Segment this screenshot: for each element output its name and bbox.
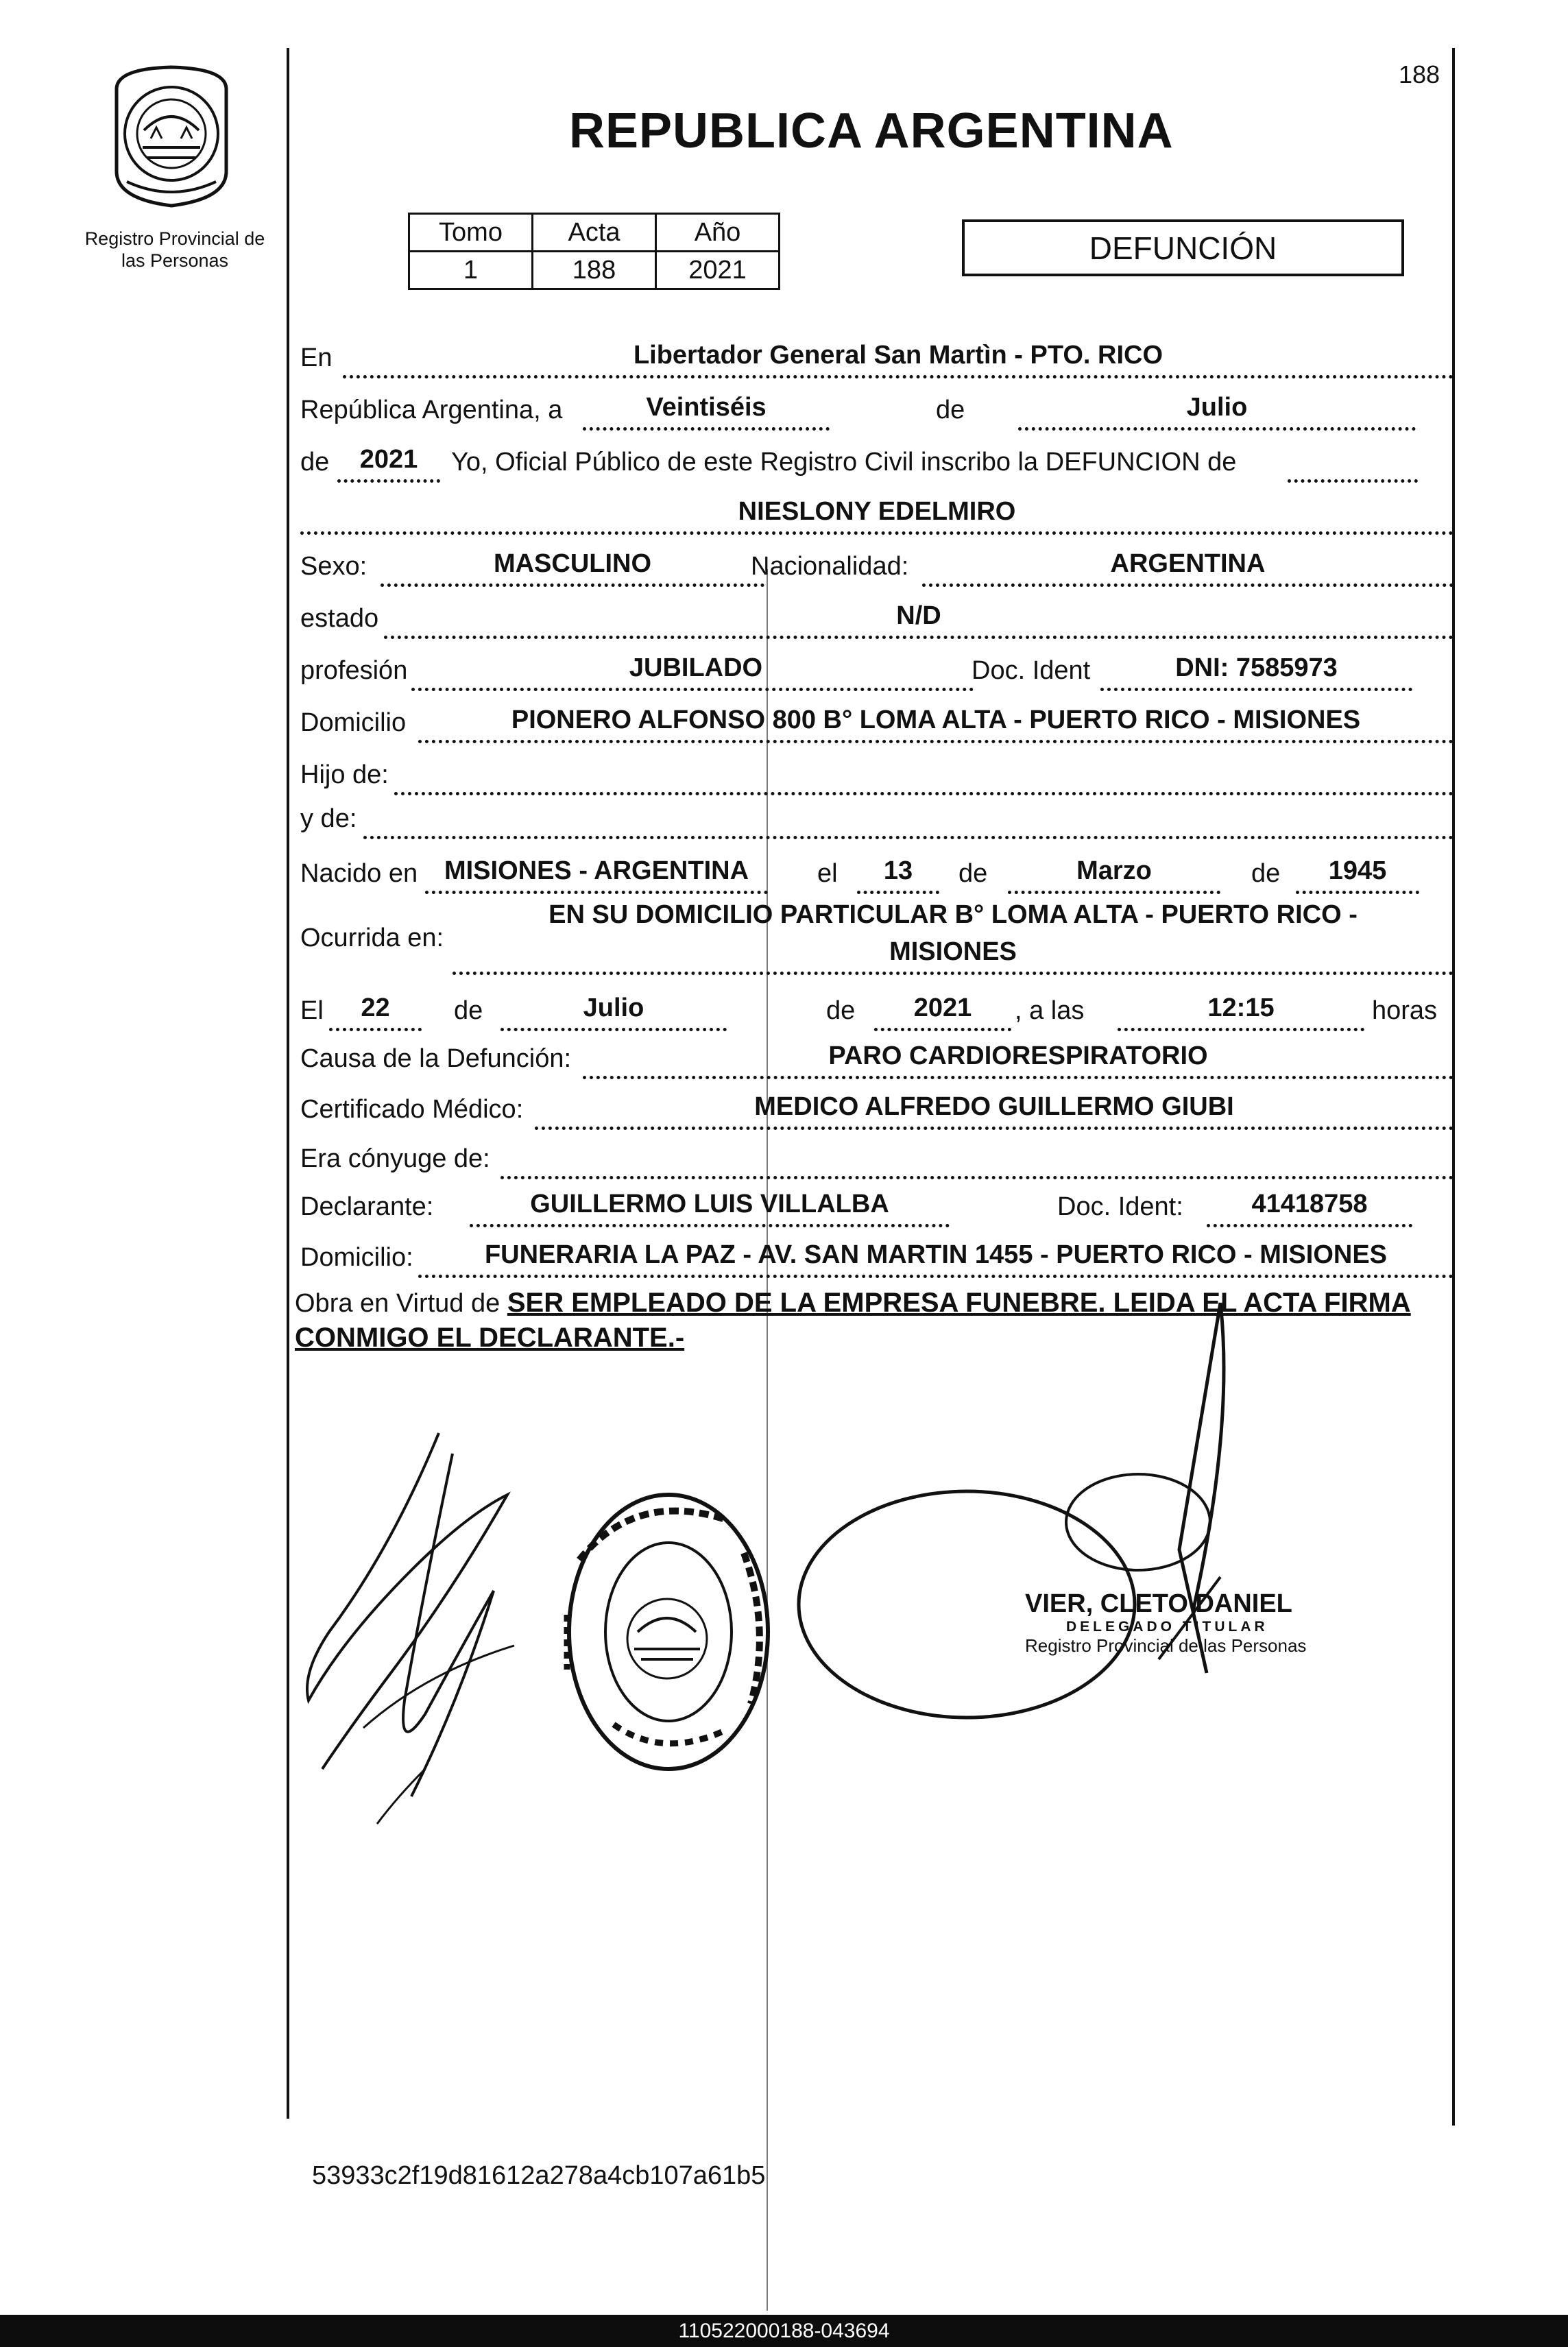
line-deceased-name [295, 485, 1454, 540]
line-sexo [295, 538, 1454, 592]
document-hash: 53933c2f19d81612a278a4cb107a61b5 [312, 2161, 766, 2190]
ano-header: Año [656, 214, 780, 252]
day-value: Veintiséis [646, 393, 767, 422]
de-year-label: de [300, 448, 330, 477]
nacido-place: MISIONES - ARGENTINA [444, 856, 749, 885]
certification-prefix: Obra en Virtud de [295, 1289, 500, 1318]
doc-ident-value: DNI: 7585973 [1175, 653, 1338, 682]
certificado-label: Certificado Médico: [300, 1095, 524, 1124]
signature-left [288, 1412, 576, 1838]
acta-header: Acta [533, 214, 656, 252]
line-ocurrida [295, 891, 1454, 980]
domicilio2-label: Domicilio: [300, 1243, 413, 1272]
el-fecha-label: El [300, 996, 324, 1025]
causa-value: PARO CARDIORESPIRATORIO [828, 1042, 1208, 1070]
dotted-line [343, 375, 1454, 378]
a-las-label: , a las [1015, 996, 1085, 1025]
domicilio2-value: FUNERARIA LA PAZ - AV. SAN MARTIN 1455 - PUERTO RICO - MISIONES [484, 1240, 1388, 1269]
page-number: 188 [1399, 60, 1440, 88]
reference-table [408, 213, 780, 290]
death-month: Julio [583, 994, 644, 1022]
horas-label: horas [1372, 996, 1438, 1025]
dotted-line [363, 836, 1454, 839]
dotted-line [1288, 479, 1418, 483]
death-year: 2021 [913, 994, 972, 1022]
dotted-line [384, 636, 1454, 639]
line-profesion [295, 642, 1454, 697]
dotted-line [453, 972, 1454, 975]
registry-label: Registro Provincial de las Personas [84, 228, 265, 271]
signature-right-loop [795, 1289, 1275, 1783]
dotted-line [1207, 1224, 1412, 1227]
dotted-line [583, 427, 830, 431]
dotted-line [411, 688, 974, 691]
footer-code-bar: 110522000188-043694 [0, 2315, 1568, 2347]
signatory-role: DELEGADO TITULAR [1066, 1619, 1268, 1635]
death-day: 22 [361, 994, 390, 1022]
dotted-line [300, 531, 1454, 535]
doc-ident-label: Doc. Ident [972, 656, 1091, 685]
dotted-line [922, 583, 1454, 587]
y-de-label: y de: [300, 804, 357, 833]
domicilio-label: Domicilio [300, 708, 407, 737]
nacionalidad-value: ARGENTINA [1110, 549, 1266, 578]
inscribo-text: Yo, Oficial Público de este Registro Civil inscribo la DEFUNCION de [451, 448, 1237, 477]
el-label: el [817, 859, 838, 888]
tomo-value: 1 [409, 252, 533, 289]
deceased-name: NIESLONY EDELMIRO [738, 497, 1016, 526]
year-value: 2021 [359, 445, 418, 474]
certificado-value: MEDICO ALFREDO GUILLERMO GIUBI [754, 1092, 1234, 1121]
causa-label: Causa de la Defunción: [300, 1044, 572, 1073]
death-time: 12:15 [1207, 994, 1275, 1022]
line-domicilio [295, 694, 1454, 749]
republica-label: República Argentina, a [300, 396, 563, 424]
dotted-line [337, 479, 440, 483]
month-value: Julio [1186, 393, 1248, 422]
registry-stamp [559, 1478, 778, 1779]
line-republica [295, 381, 1454, 436]
profesion-value: JUBILADO [629, 653, 763, 682]
line-fecha [295, 982, 1454, 1037]
en-value: Libertador General San Martìn - PTO. RICO [633, 341, 1163, 370]
tomo-header: Tomo [409, 214, 533, 252]
signatory-name: VIER, CLETO DANIEL [1025, 1589, 1292, 1618]
nacionalidad-label: Nacionalidad: [751, 552, 909, 581]
document-title: REPUBLICA ARGENTINA [569, 104, 1174, 158]
province-seal-logo [103, 62, 240, 209]
line-domicilio2 [295, 1229, 1454, 1284]
conyuge-label: Era cónyuge de: [300, 1144, 490, 1173]
line-causa [295, 1030, 1454, 1085]
line-conyuge [295, 1130, 1454, 1185]
estado-value: N/D [896, 601, 941, 630]
ocurrida-value-line2: MISIONES [889, 937, 1017, 966]
declarante-value: GUILLERMO LUIS VILLALBA [530, 1190, 889, 1218]
line-estado [295, 590, 1454, 645]
birth-year: 1945 [1328, 856, 1387, 885]
declarante-label: Declarante: [300, 1192, 434, 1221]
de-label: de [936, 396, 965, 424]
nacido-label: Nacido en [300, 859, 418, 888]
de-label-2: de [826, 996, 856, 1025]
hijo-de-label: Hijo de: [300, 760, 389, 789]
acta-value: 188 [533, 252, 656, 289]
dotted-line [1100, 688, 1412, 691]
signatory-office: Registro Provincial de las Personas [1025, 1635, 1307, 1656]
birth-day: 13 [883, 856, 913, 885]
ano-value: 2021 [656, 252, 780, 289]
line-en [295, 329, 1454, 384]
de-label: de [454, 996, 483, 1025]
ocurrida-value-line1: EN SU DOMICILIO PARTICULAR B° LOMA ALTA - PUERTO RICO - [548, 900, 1358, 929]
line-y-de [295, 790, 1454, 845]
dotted-line [583, 1076, 1454, 1079]
line-de-year [295, 433, 1454, 488]
sexo-value: MASCULINO [493, 549, 652, 578]
birth-month: Marzo [1076, 856, 1152, 885]
declarante-doc-value: 41418758 [1251, 1190, 1368, 1218]
dotted-line [1018, 427, 1416, 431]
declarante-doc-label: Doc. Ident: [1057, 1192, 1183, 1221]
dotted-line [418, 740, 1454, 743]
line-declarante [295, 1178, 1454, 1233]
en-label: En [300, 344, 333, 372]
domicilio-value: PIONERO ALFONSO 800 B° LOMA ALTA - PUERTO RICO - MISIONES [511, 706, 1361, 734]
dotted-line [381, 583, 764, 587]
dotted-line [470, 1224, 950, 1227]
profesion-label: profesión [300, 656, 408, 685]
de-label: de [958, 859, 988, 888]
line-certificado [295, 1081, 1454, 1135]
estado-label: estado [300, 604, 379, 633]
ocurrida-label: Ocurrida en: [300, 924, 444, 952]
dotted-line [418, 1275, 1454, 1278]
certification-body: SER EMPLEADO DE LA EMPRESA FUNEBRE. LEIDA EL ACTA FIRMA CONMIGO EL DECLARANTE.- [295, 1288, 1411, 1353]
record-type-box: DEFUNCIÓN [962, 219, 1404, 276]
sexo-label: Sexo: [300, 552, 367, 581]
signatory-block [1025, 1589, 1368, 1657]
de-label-2: de [1251, 859, 1281, 888]
